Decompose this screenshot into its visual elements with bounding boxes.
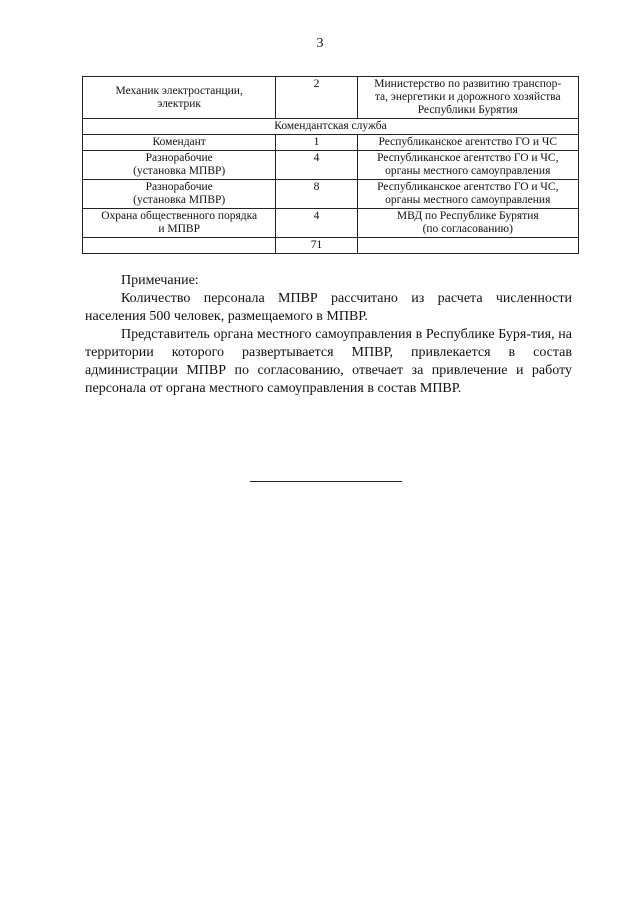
table-section-row	[83, 119, 579, 135]
note-block	[85, 272, 572, 398]
org-cell: МВД по Республике Бурятия (по согласованию)	[357, 209, 578, 238]
table-row	[83, 209, 579, 238]
org-cell: Республиканское агентство ГО и ЧС, органы местного самоуправления	[357, 151, 578, 180]
note-title: Примечание:	[121, 273, 199, 288]
count-cell: 1	[276, 135, 357, 151]
count-cell: 4	[276, 151, 357, 180]
role-cell: Разнорабочие (установка МПВР)	[83, 151, 276, 180]
section-heading: Комендантская служба	[83, 119, 579, 135]
count-cell: 4	[276, 209, 357, 238]
count-cell: 2	[276, 77, 357, 119]
org-cell: Министерство по развитию транспор- та, энергетики и дорожного хозяйства Республики Бурятия	[357, 77, 578, 119]
table-row	[83, 77, 579, 119]
org-cell: Республиканское агентство ГО и ЧС, органы местного самоуправления	[357, 180, 578, 209]
table-row	[83, 238, 579, 254]
separator-rule	[250, 481, 402, 482]
role-cell: Комендант	[83, 135, 276, 151]
role-cell	[83, 238, 276, 254]
table-row	[83, 151, 579, 180]
page-number: 3	[316, 36, 324, 51]
note-paragraph-2: Представитель органа местного самоуправления в Республике Буря-тия, на территории которого развертывается МПВР, привлекается в состав администрации МПВР по согласованию, отвечает за привлечение и работу персонала от органа местного самоуправления в состав МПВР.	[85, 327, 572, 396]
staff-table	[82, 76, 579, 254]
role-cell: Механик электростанции, электрик	[83, 77, 276, 119]
note-paragraph-1: Количество персонала МПВР рассчитано из расчета численности населения 500 человек, размещаемого в МПВР.	[85, 291, 572, 324]
count-cell: 71	[276, 238, 357, 254]
org-cell	[357, 238, 578, 254]
org-cell: Республиканское агентство ГО и ЧС	[357, 135, 578, 151]
table-row	[83, 180, 579, 209]
count-cell: 8	[276, 180, 357, 209]
role-cell: Охрана общественного порядка и МПВР	[83, 209, 276, 238]
role-cell: Разнорабочие (установка МПВР)	[83, 180, 276, 209]
table-row	[83, 135, 579, 151]
